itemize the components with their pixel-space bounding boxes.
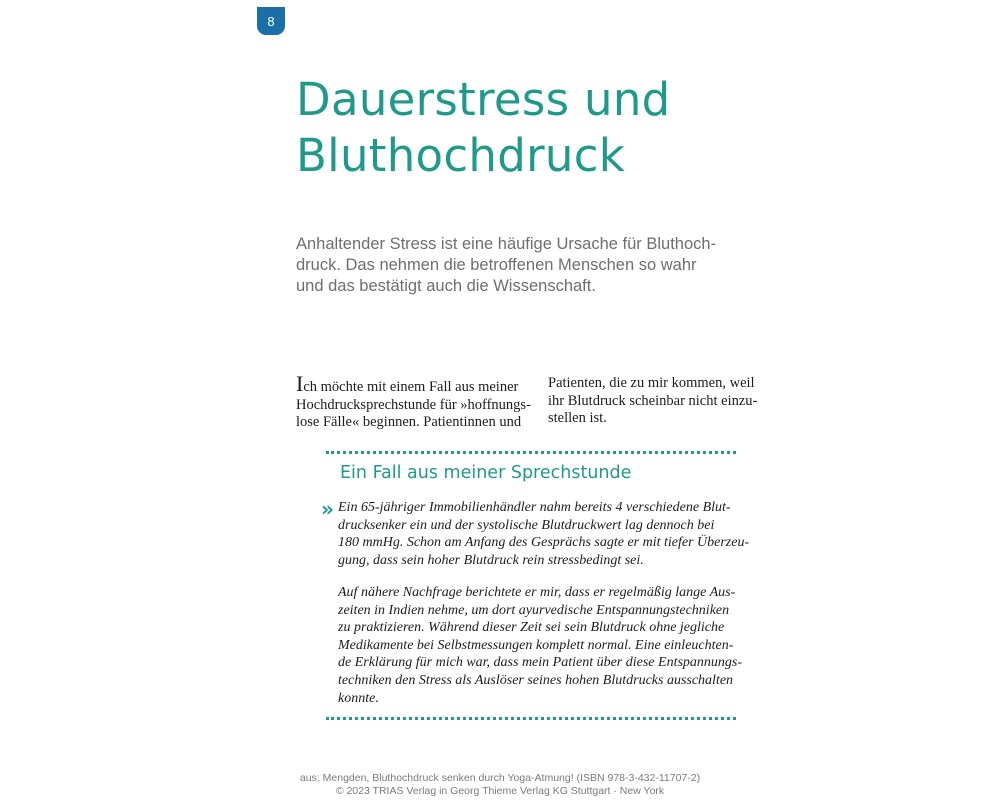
title-line: Dauerstress und [296, 73, 671, 126]
intro-column-right [548, 375, 758, 428]
case-line: zu praktizieren. Während dieser Zeit sei sein Blutdruck ohne jegliche [338, 620, 725, 636]
intro-line: ihr Blutdruck scheinbar nicht einzu- [548, 392, 758, 409]
intro-line [296, 371, 526, 397]
lead-line: und das bestätigt auch die Wissenschaft. [296, 277, 596, 295]
lead-line: druck. Das nehmen die betroffenen Menschen so wahr [296, 256, 697, 274]
footer-copyright-line: © 2023 TRIAS Verlag in Georg Thieme Verlag KG Stuttgart · New York [335, 785, 665, 797]
footer-source-line: aus: Mengden, Bluthochdruck senken durch Yoga-Atmung! (ISBN 978-3-432-11707-2) [299, 772, 701, 784]
intro-line: Patienten, die zu mir kommen, weil [548, 375, 755, 391]
case-paragraph-2 [338, 584, 748, 707]
box-bottom-divider [326, 717, 736, 720]
source-footer [0, 772, 1000, 798]
intro-line: Hochdrucksprechstunde für »hoffnungs- [296, 396, 531, 413]
case-line: zeiten in Indien nehme, um dort ayurvedische Entspannungstechniken [338, 602, 730, 618]
intro-line-rest: ch möchte mit einem Fall aus meiner [303, 379, 519, 395]
case-paragraph-1 [338, 499, 748, 569]
quote-chevron-icon: » [321, 497, 331, 521]
lead-line: Anhaltender Stress ist eine häufige Ursache für Bluthoch- [296, 235, 717, 253]
case-line: Auf nähere Nachfrage berichtete er mir, dass er regelmäßig lange Aus- [338, 585, 736, 600]
page-number-badge: 8 [257, 7, 285, 35]
case-line: konnte. [338, 690, 379, 706]
title-line: Bluthochdruck [296, 129, 626, 182]
case-line: 180 mmHg. Schon am Anfang des Gesprächs sagte er mit tiefer Überzeu- [338, 535, 750, 551]
case-line: techniken den Stress als Auslöser seines hohen Blutdrucks ausschalten [338, 672, 734, 688]
case-line: gung, dass sein hoher Blutdruck rein stressbedingt sei. [338, 552, 644, 568]
case-box-heading: Ein Fall aus meiner Sprechstunde [340, 463, 632, 483]
page-title [296, 72, 796, 184]
dropcap-letter: I [296, 371, 304, 396]
lead-paragraph [296, 234, 736, 297]
case-line: Medikamente bei Selbstmessungen komplett normal. Eine einleuchten- [338, 637, 734, 653]
case-line: Ein 65-jähriger Immobilienhändler nahm bereits 4 verschiedene Blut- [338, 500, 731, 515]
intro-line: stellen ist. [548, 410, 607, 426]
case-line: drucksenker ein und der systolische Blutdruckwert lag dennoch bei [338, 517, 715, 533]
box-top-divider [326, 451, 736, 454]
intro-line: lose Fälle« beginnen. Patientinnen und [296, 414, 522, 430]
intro-column-left [296, 371, 531, 432]
case-line: de Erklärung für mich war, dass mein Patient über diese Entspannungs- [338, 655, 743, 671]
